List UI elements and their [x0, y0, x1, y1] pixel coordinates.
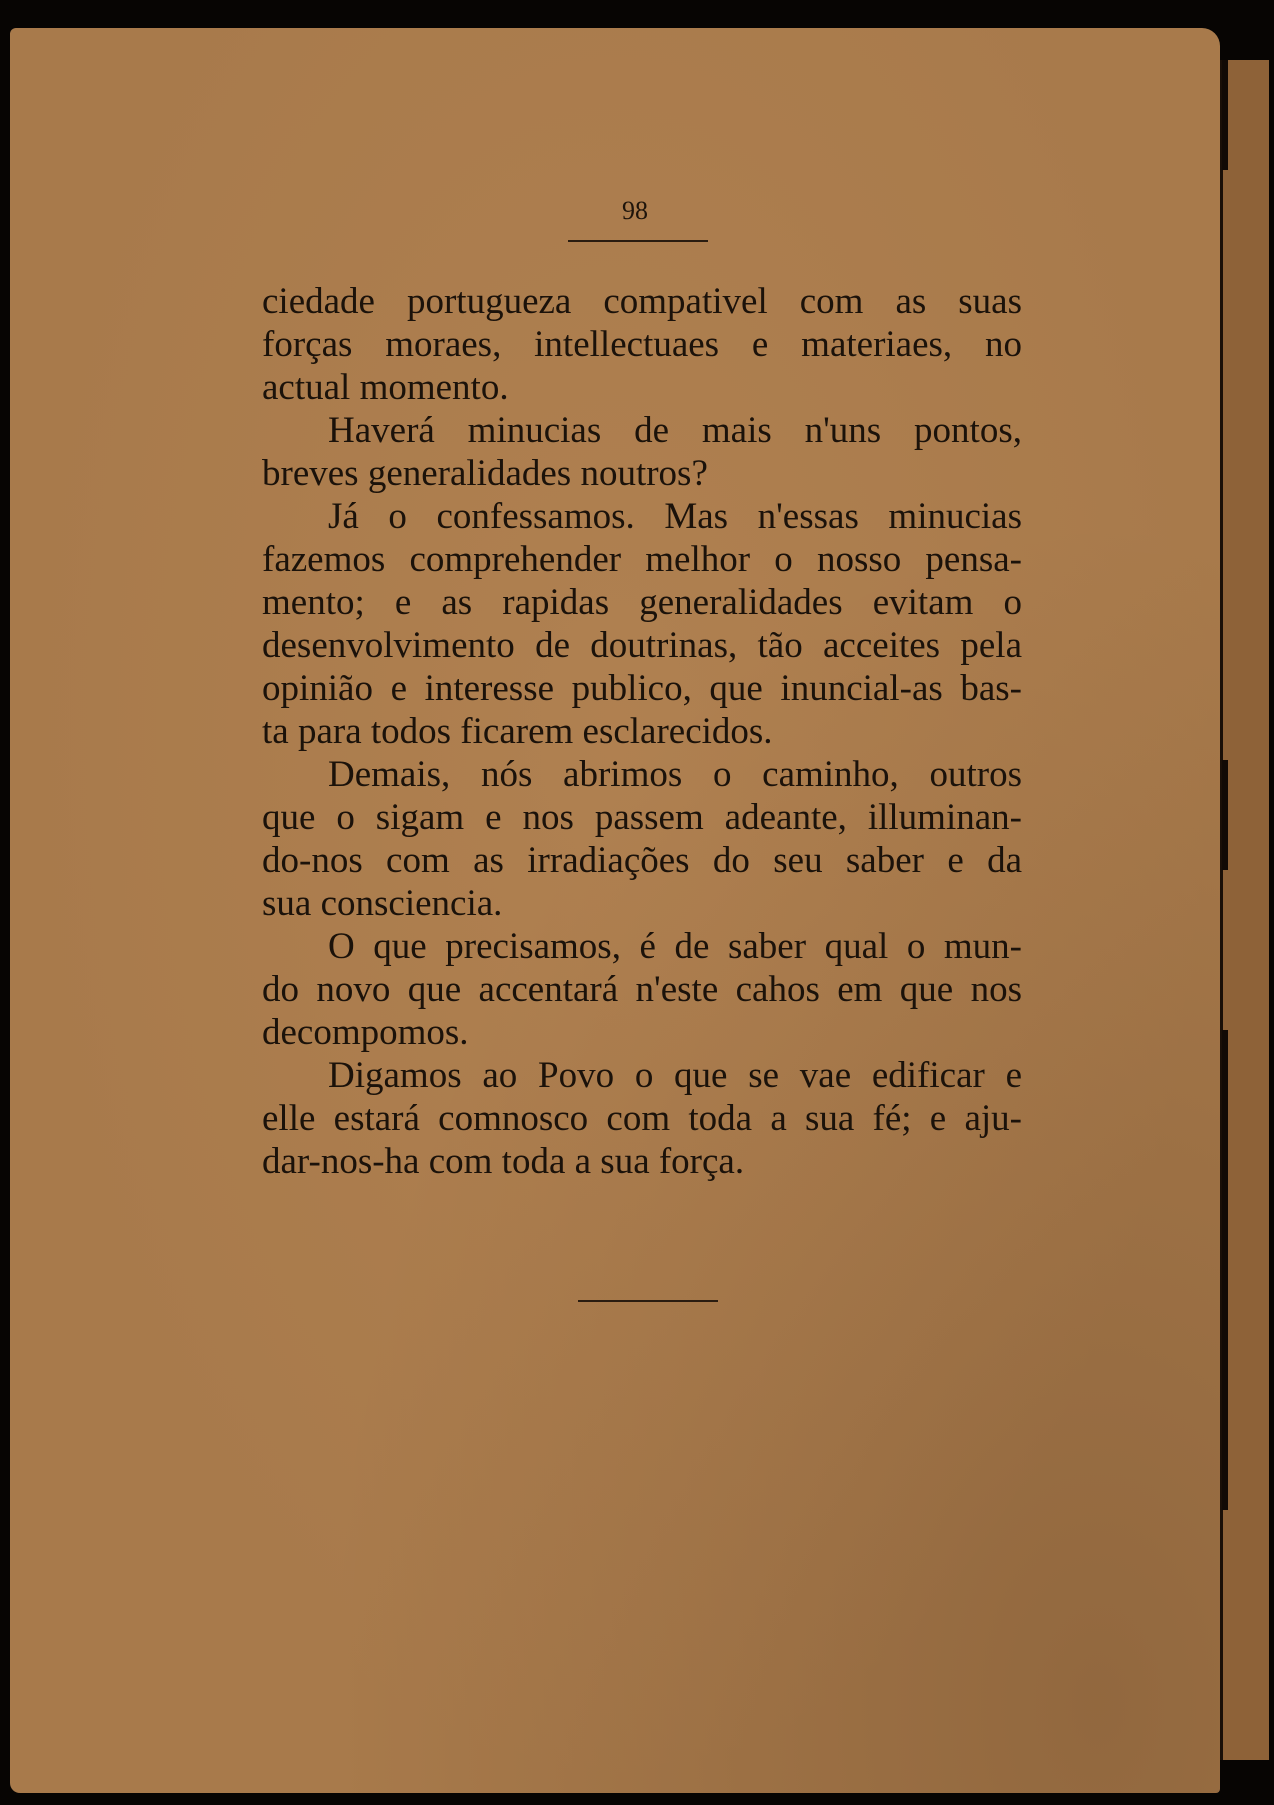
text-line: actual momento. — [262, 367, 509, 408]
paragraph — [262, 280, 1022, 409]
paragraph — [262, 495, 1022, 753]
text-line: breves generalidades noutros? — [262, 453, 708, 494]
paragraph — [262, 753, 1022, 925]
text-line: do novo que accentará n'este cahos em que nos — [262, 969, 1022, 1010]
paragraph — [262, 1054, 1022, 1183]
edge-shadow — [1222, 1030, 1228, 1510]
edge-shadow — [1222, 760, 1228, 870]
text-line: decompomos. — [262, 1012, 469, 1053]
text-line: forças moraes, intellectuaes e materiaes, no — [262, 324, 1022, 365]
header-rule — [568, 240, 708, 242]
text-line: elle estará comnosco com toda a sua fé; e aju- — [262, 1098, 1022, 1139]
text-line: Digamos ao Povo o que se vae edificar e — [328, 1055, 1022, 1096]
text-line: que o sigam e nos passem adeante, illuminan- — [262, 797, 1022, 838]
page-number: 98 — [622, 196, 648, 225]
text-line: ciedade portugueza compativel com as suas — [262, 281, 1022, 322]
text-line: Já o confessamos. Mas n'essas minucias — [328, 496, 1022, 537]
text-line: do-nos com as irradiações do seu saber e da — [262, 840, 1022, 881]
text-line: mento; e as rapidas generalidades evitam o — [262, 582, 1022, 623]
text-line: O que precisamos, é de saber qual o mun- — [328, 926, 1022, 967]
body-text — [262, 280, 1022, 1183]
text-line: dar-nos-ha com toda a sua força. — [262, 1141, 745, 1182]
text-line: ta para todos ficarem esclarecidos. — [262, 711, 773, 752]
text-line: fazemos comprehender melhor o nosso pensa- — [262, 539, 1022, 580]
text-line: Demais, nós abrimos o caminho, outros — [328, 754, 1022, 795]
paragraph — [262, 409, 1022, 495]
paragraph — [262, 925, 1022, 1054]
edge-shadow — [1222, 60, 1228, 170]
end-rule — [578, 1300, 718, 1302]
text-line: Haverá minucias de mais n'uns pontos, — [328, 410, 1022, 451]
text-line: opinião e interesse publico, que inuncial-as bas- — [262, 668, 1022, 709]
text-line: desenvolvimento de doutrinas, tão acceites pela — [262, 625, 1022, 666]
text-line: sua consciencia. — [262, 883, 503, 924]
